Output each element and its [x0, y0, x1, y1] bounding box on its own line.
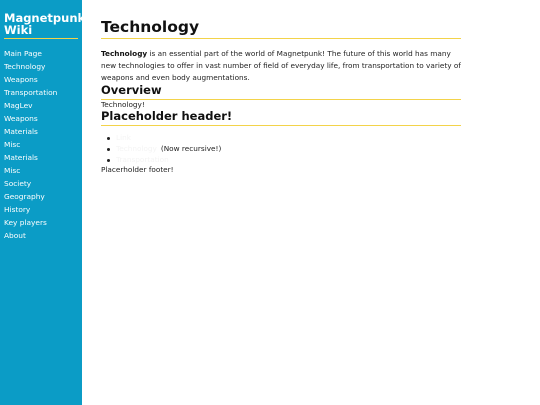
list-item-link[interactable]: Transportation [116, 155, 169, 164]
list-item [107, 132, 461, 143]
site-title[interactable]: Magnetpunk Wiki [4, 11, 86, 37]
sidebar-item-materials[interactable]: Materials [4, 127, 38, 136]
page-footer: Placerholder footer! [101, 165, 174, 174]
list-item-note: (Now recursive!) [160, 144, 222, 153]
list-item-link[interactable]: Link [116, 133, 131, 142]
intro-bold-term: Technology [101, 49, 148, 58]
sidebar-item-weapons[interactable]: Weapons [4, 75, 38, 84]
sidebar-item-misc-2[interactable]: Misc [4, 166, 21, 175]
sidebar-item-transportation[interactable]: Transportation [4, 88, 58, 97]
main-content [101, 0, 461, 175]
sidebar-item-main-page[interactable]: Main Page [4, 49, 42, 58]
placeholder-heading: Placeholder header! [101, 110, 461, 126]
list-item [107, 154, 461, 165]
page-title: Technology [101, 19, 461, 39]
sidebar-item-society[interactable]: Society [4, 179, 32, 188]
intro-text: is an essential part of the world of Magnetpunk! The future of this world has many new technologies to offer in vast number of field of everyday life, from transportation to variety of weapons and even body augmentations. [101, 49, 461, 82]
link-list [101, 132, 461, 165]
intro-paragraph [101, 48, 461, 84]
sidebar-item-technology[interactable]: Technology [4, 62, 46, 71]
overview-text: Technology! [101, 100, 145, 109]
sidebar-nav [4, 47, 82, 242]
list-item-link[interactable]: Technology [116, 144, 157, 153]
bullet-icon [107, 148, 110, 151]
sidebar-item-history[interactable]: History [4, 205, 31, 214]
sidebar-item-misc[interactable]: Misc [4, 140, 21, 149]
sidebar-item-about[interactable]: About [4, 231, 26, 240]
sidebar-item-materials-2[interactable]: Materials [4, 153, 38, 162]
list-item [107, 143, 461, 154]
sidebar-item-maglev[interactable]: MagLev [4, 101, 33, 110]
sidebar-item-weapons-2[interactable]: Weapons [4, 114, 38, 123]
bullet-icon [107, 159, 110, 162]
overview-heading: Overview [101, 84, 461, 100]
sidebar-item-key-players[interactable]: Key players [4, 218, 47, 227]
sidebar [0, 0, 86, 405]
bullet-icon [107, 137, 110, 140]
sidebar-item-geography[interactable]: Geography [4, 192, 45, 201]
